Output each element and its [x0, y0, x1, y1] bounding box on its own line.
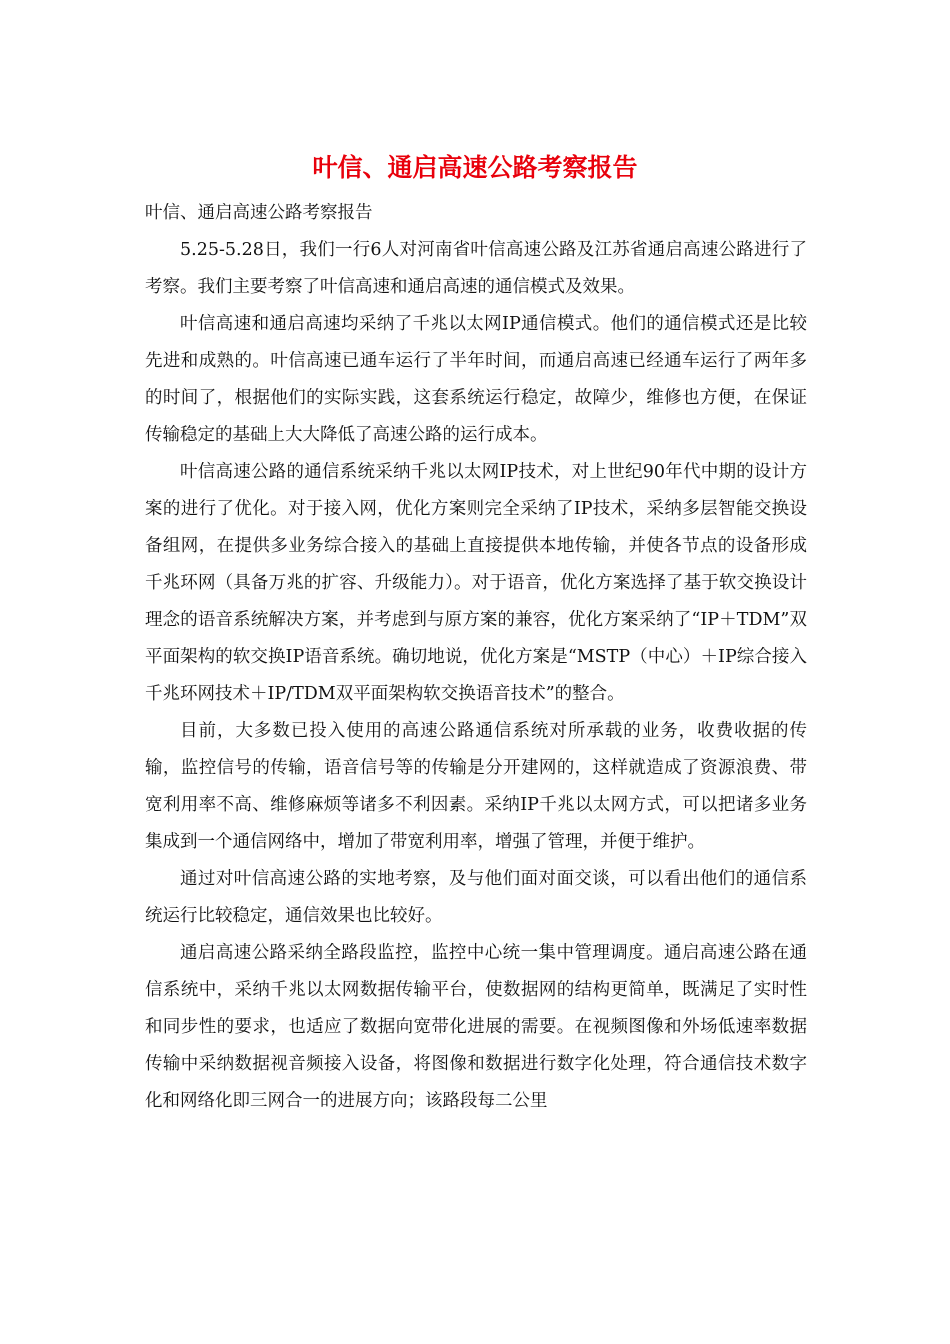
document-body	[145, 195, 807, 1120]
paragraph-4: 目前，大多数已投入使用的高速公路通信系统对所承载的业务，收费收据的传输，监控信号的传输，语音信号等的传输是分开建网的，这样就造成了资源浪费、带宽利用率不高、维修麻烦等诸多不利因素。采纳IP千兆以太网方式，可以把诸多业务集成到一个通信网络中，增加了带宽利用率，增强了管理，并便于维护。	[145, 721, 807, 852]
paragraph-2: 叶信高速和通启高速均采纳了千兆以太网IP通信模式。他们的通信模式还是比较先进和成熟的。叶信高速已通车运行了半年时间，而通启高速已经通车运行了两年多的时间了，根据他们的实际实践，这套系统运行稳定，故障少，维修也方便，在保证传输稳定的基础上大大降低了高速公路的运行成本。	[145, 314, 807, 445]
paragraph-6: 通启高速公路采纳全路段监控，监控中心统一集中管理调度。通启高速公路在通信系统中，采纳千兆以太网数据传输平台，使数据网的结构更简单，既满足了实时性和同步性的要求，也适应了数据向宽带化进展的需要。在视频图像和外场低速率数据传输中采纳数据视音频接入设备，将图像和数据进行数字化处理，符合通信技术数字化和网络化即三网合一的进展方向；该路段每二公里	[145, 943, 807, 1111]
paragraph-3: 叶信高速公路的通信系统采纳千兆以太网IP技术，对上世纪90年代中期的设计方案的进行了优化。对于接入网，优化方案则完全采纳了IP技术，采纳多层智能交换设备组网，在提供多业务综合接入的基础上直接提供本地传输，并使各节点的设备形成千兆环网（具备万兆的扩容、升级能力）。对于语音，优化方案选择了基于软交换设计理念的语音系统解决方案，并考虑到与原方案的兼容，优化方案采纳了“IP＋TDM”双平面架构的软交换IP语音系统。确切地说，优化方案是“MSTP（中心）＋IP综合接入千兆环网技术＋IP/TDM双平面架构软交换语音技术”的整合。	[145, 462, 807, 704]
paragraph-5: 通过对叶信高速公路的实地考察，及与他们面对面交谈，可以看出他们的通信系统运行比较稳定，通信效果也比较好。	[145, 869, 807, 926]
paragraph-1: 5.25-5.28日，我们一行6人对河南省叶信高速公路及江苏省通启高速公路进行了考察。我们主要考察了叶信高速和通启高速的通信模式及效果。	[145, 240, 807, 297]
document-subtitle: 叶信、通启高速公路考察报告	[145, 203, 373, 223]
document-title: 叶信、通启高速公路考察报告	[312, 153, 638, 182]
